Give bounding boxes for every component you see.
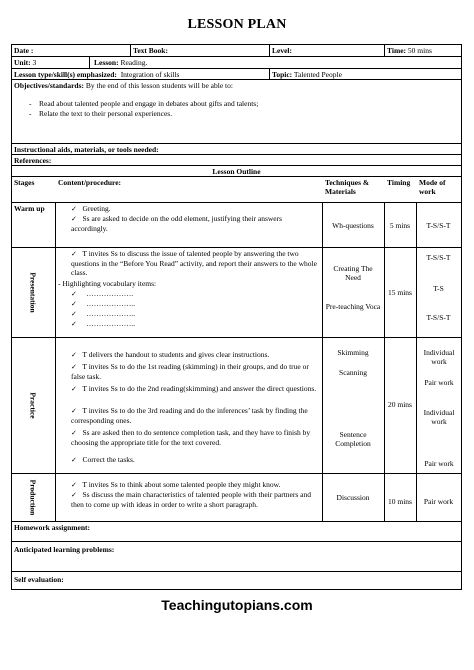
row-divider — [11, 68, 462, 69]
production-text: Ss discuss the main characteristics of talented people with their partners and then to come up with ideas in order to write a short paragraph. — [71, 490, 311, 509]
warmup-mode: T-S/S-T — [426, 221, 451, 230]
practice-item — [71, 362, 319, 381]
practice-text: Ss are asked then to do sentence completion task, and they have to finish by choosing the appropriate title for the text covered. — [71, 428, 311, 447]
cell-divider — [384, 44, 385, 56]
warmup-text: Ss are asked to decide on the odd element, justifying their answers accordingly. — [71, 214, 283, 233]
presentation-mode-1: T-S/S-T — [426, 253, 451, 262]
objective-item: - Read about talented people and engage in debates about gifts and talents; — [29, 99, 259, 108]
row-divider — [11, 202, 462, 203]
level-label-text: Level: — [272, 46, 292, 55]
page-title: LESSON PLAN — [187, 17, 287, 32]
production-item — [71, 480, 319, 490]
time-value: 50 mins — [407, 46, 432, 55]
checkmark-icon: ✓ — [71, 351, 77, 359]
production-item — [71, 490, 319, 509]
col-header-timing: Timing — [387, 178, 411, 187]
vocab-blank-text: ……………….. — [86, 309, 135, 318]
production-text: T invites Ss to think about some talented people they might know. — [82, 480, 281, 489]
objectives-label: Objectives/standards: — [14, 81, 84, 90]
checkmark-icon: ✓ — [71, 290, 77, 298]
topic-field — [272, 70, 342, 79]
col-divider — [416, 202, 417, 521]
checkmark-icon: ✓ — [71, 385, 77, 393]
objective-item: - Relate the text to their personal experiences. — [29, 109, 173, 118]
presentation-item — [71, 249, 319, 277]
vocab-blank — [71, 289, 133, 299]
unit-label: Unit: — [14, 58, 31, 67]
practice-mode-3: Individual work — [423, 408, 455, 426]
checkmark-icon: ✓ — [71, 481, 77, 489]
row-divider — [11, 473, 462, 474]
objective-text: Read about talented people and engage in debates about gifts and talents; — [39, 99, 259, 108]
lesson-plan-table — [11, 44, 462, 590]
problems-label: Anticipated learning problems: — [14, 545, 115, 554]
date-label: Date : — [14, 46, 34, 55]
footer-site: Teachingutopians.com — [161, 597, 313, 613]
vocab-blank — [71, 309, 135, 319]
col-header-stages: Stages — [14, 178, 35, 187]
row-divider — [11, 176, 462, 177]
presentation-text: T invites Ss to discuss the issue of talented people by answering the two questions in the “Before You Read” activity, and report their answers to the whole class. — [71, 249, 317, 277]
lesson-type-value: Integration of skills — [120, 70, 180, 79]
cell-divider — [130, 44, 131, 56]
checkmark-icon: ✓ — [71, 363, 77, 371]
time-label: Time: — [387, 46, 407, 55]
row-divider — [11, 154, 462, 155]
table-border-left — [11, 44, 12, 590]
highlight-label: - Highlighting vocabulary items: — [58, 279, 157, 288]
objectives-intro: By the end of this lesson students will be able to: — [85, 81, 233, 90]
homework-label: Homework assignment: — [14, 523, 91, 532]
warmup-item — [71, 204, 111, 214]
checkmark-icon: ✓ — [71, 456, 77, 464]
aids-label: Instructional aids, materials, or tools needed: — [14, 145, 159, 154]
checkmark-icon: ✓ — [71, 300, 77, 308]
row-divider — [11, 56, 462, 57]
practice-text: Correct the tasks. — [82, 455, 135, 464]
row-divider — [11, 79, 462, 80]
col-header-content: Content/procedure: — [58, 178, 122, 187]
cell-divider — [89, 56, 90, 68]
practice-text: T delivers the handout to students and gives clear instructions. — [82, 350, 270, 359]
col-header-mode: Mode of work — [419, 178, 446, 196]
col-divider — [322, 202, 323, 521]
self-evaluation-label: Self evaluation: — [14, 575, 64, 584]
presentation-timing: 15 mins — [388, 288, 412, 297]
row-divider — [11, 571, 462, 572]
presentation-mode-3: T-S/S-T — [426, 313, 451, 322]
row-divider — [11, 541, 462, 542]
presentation-technique-1: Creating The Need — [333, 264, 373, 282]
production-mode: Pair work — [423, 497, 454, 506]
col-divider — [384, 202, 385, 521]
table-border-right — [461, 44, 462, 590]
lesson-type-label: Lesson type/skill(s) emphasized: — [14, 70, 117, 79]
unit-field — [14, 58, 36, 67]
row-divider — [11, 165, 462, 166]
practice-text: T invites Ss to do the 3rd reading and do the inferences’ task by finding the corresponding ones. — [71, 406, 308, 425]
practice-text: T invites Ss to do the 1st reading (skimming) in their groups, and do true or false task. — [71, 362, 309, 381]
practice-item — [71, 406, 319, 425]
practice-item — [71, 428, 319, 447]
level-label — [272, 46, 292, 55]
warmup-item — [71, 214, 319, 233]
practice-text: T invites Ss to do the 2nd reading(skimming) and answer the direct questions. — [82, 384, 317, 393]
unit-value: 3 — [32, 58, 37, 67]
presentation-mode-2: T-S — [433, 284, 444, 293]
col-header-techniques: Techniques & Materials — [325, 178, 370, 196]
practice-technique-3: Sentence Completion — [335, 430, 371, 448]
checkmark-icon: ✓ — [71, 407, 77, 415]
lesson-field — [94, 58, 147, 67]
checkmark-icon: ✓ — [71, 205, 77, 213]
vocab-blank — [71, 319, 135, 329]
checkmark-icon: ✓ — [71, 429, 77, 437]
checkmark-icon: ✓ — [71, 250, 77, 258]
topic-value: Talented People — [293, 70, 342, 79]
practice-mode-2: Pair work — [424, 378, 454, 387]
checkmark-icon: ✓ — [71, 320, 77, 328]
practice-item — [71, 350, 319, 360]
vocab-blank-text: ………………. — [86, 289, 134, 298]
practice-technique-1: Skimming — [337, 348, 369, 357]
textbook-label: Text Book: — [133, 46, 168, 55]
lesson-type-field — [14, 70, 179, 79]
warmup-text: Greeting. — [82, 204, 111, 213]
practice-timing: 20 mins — [388, 400, 412, 409]
lesson-label: Lesson: — [94, 58, 119, 67]
row-divider — [11, 337, 462, 338]
row-divider — [11, 247, 462, 248]
stage-production: Production — [28, 479, 38, 516]
vocab-blank — [71, 299, 135, 309]
warmup-timing: 5 mins — [389, 221, 411, 230]
stage-warmup: Warm up — [14, 204, 45, 213]
practice-item — [71, 384, 319, 394]
stage-presentation: Presentation — [28, 272, 38, 313]
checkmark-icon: ✓ — [71, 215, 77, 223]
time-field — [387, 46, 432, 55]
topic-label: Topic: — [272, 70, 293, 79]
outline-title: Lesson Outline — [212, 167, 261, 176]
stage-practice: Practice — [28, 392, 38, 419]
objectives-heading — [14, 81, 233, 90]
table-border-bottom — [11, 589, 462, 590]
production-technique: Discussion — [336, 493, 370, 502]
lesson-value: Reading. — [120, 58, 148, 67]
objective-text: Relate the text to their personal experiences. — [39, 109, 173, 118]
checkmark-icon: ✓ — [71, 491, 77, 499]
table-border-top — [11, 44, 462, 45]
production-timing: 10 mins — [388, 497, 412, 506]
warmup-technique: Wh-questions — [332, 221, 374, 230]
references-label: References: — [14, 156, 52, 165]
row-divider — [11, 143, 462, 144]
practice-mode-4: Pair work — [424, 459, 454, 468]
practice-technique-2: Scanning — [339, 368, 367, 377]
practice-item — [71, 455, 319, 465]
practice-mode-1: Individual work — [423, 348, 455, 366]
cell-divider — [269, 44, 270, 56]
vocab-blank-text: ……………….. — [86, 299, 135, 308]
checkmark-icon: ✓ — [71, 310, 77, 318]
cell-divider — [269, 68, 270, 79]
col-divider — [55, 202, 56, 521]
vocab-blank-text: ……………….. — [86, 319, 135, 328]
presentation-technique-2: Pre-teaching Voca — [325, 302, 381, 311]
row-divider — [11, 521, 462, 522]
